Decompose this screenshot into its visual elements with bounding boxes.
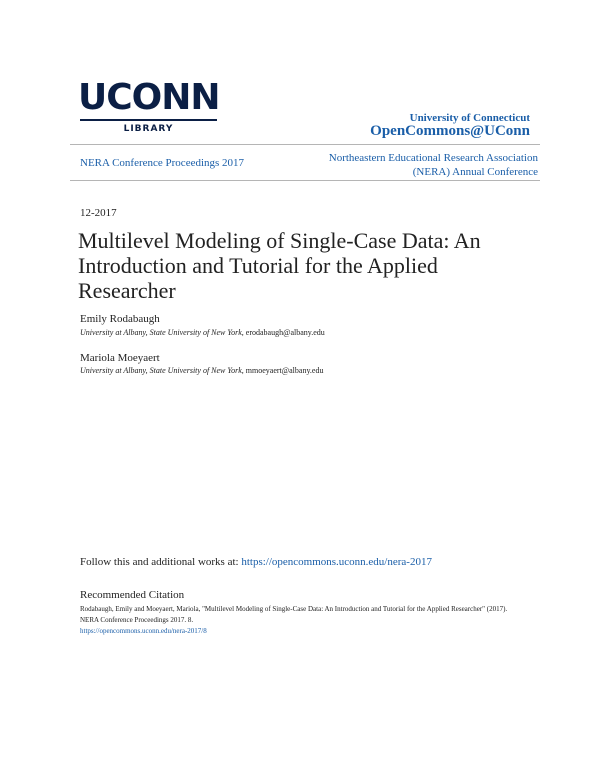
recommended-citation-heading: Recommended Citation	[80, 589, 185, 601]
publication-date: 12-2017	[80, 207, 117, 219]
affiliation-institution: University at Albany, State University of New York	[80, 328, 242, 337]
logo-divider	[80, 119, 217, 121]
paper-title: Multilevel Modeling of Single-Case Data: An Introduction and Tutorial for the Applied Researcher	[78, 228, 481, 303]
divider-top	[70, 144, 540, 145]
affiliation-institution: University at Albany, State University of New York	[80, 366, 242, 375]
author-affiliation	[80, 366, 323, 375]
author-name: Mariola Moeyaert	[80, 352, 160, 364]
conference-line-1: Northeastern Educational Research Association	[328, 152, 538, 164]
conference-line-2: (NERA) Annual Conference	[412, 166, 538, 178]
follow-line	[80, 556, 432, 568]
collection-link[interactable]: NERA Conference Proceedings 2017	[80, 157, 245, 169]
affiliation-email: , mmoeyaert@albany.edu	[241, 366, 324, 375]
citation-url-link[interactable]: https://opencommons.uconn.edu/nera-2017/8	[80, 627, 207, 635]
logo-library-label: LIBRARY	[123, 124, 174, 134]
collection-url-link[interactable]: https://opencommons.uconn.edu/nera-2017	[241, 556, 432, 568]
author-name: Emily Rodabaugh	[80, 313, 160, 325]
university-link[interactable]: University of Connecticut	[409, 112, 530, 124]
opencommons-link[interactable]: OpenCommons@UConn	[370, 123, 530, 139]
citation-text: Rodabaugh, Emily and Moeyaert, Mariola, "Multilevel Modeling of Single-Case Data: An Introduction and Tutorial for the Applied Researcher" (2017). NERA Conference Proceedings 2017. 8.	[80, 605, 508, 624]
affiliation-email: , erodabaugh@albany.edu	[241, 328, 325, 337]
follow-text: Follow this and additional works at:	[80, 556, 242, 568]
uconn-logo-wordmark: UCONN	[78, 77, 220, 118]
conference-link[interactable]	[278, 151, 538, 179]
divider-bottom	[70, 180, 540, 181]
author-affiliation	[80, 328, 325, 337]
